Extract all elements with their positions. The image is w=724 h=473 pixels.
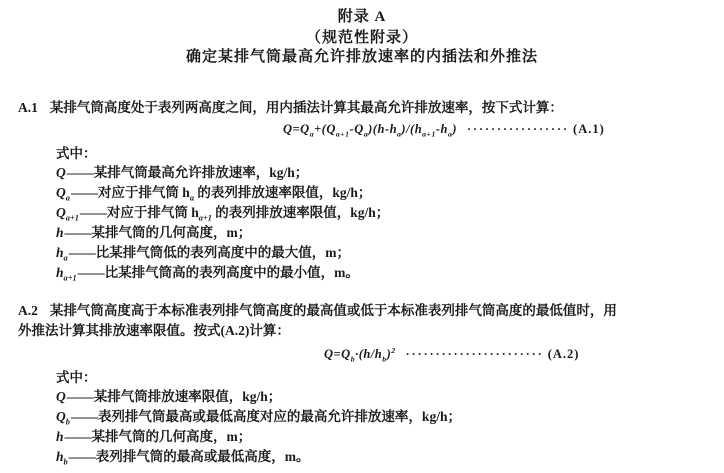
formula-a1-dot-leader: ················· (467, 122, 570, 136)
definition-row (56, 244, 350, 261)
definition-desc: ——比某排气筒高的表列高度中的最小值，m。 (77, 265, 359, 280)
section-a1-where-label: 式中： (56, 146, 97, 161)
section-a2-number: A.2 (18, 303, 38, 318)
section-a1-intro: 某排气筒高度处于表列两高度之间，用内插法计算其最高允许排放速率，按下式计算： (49, 100, 563, 115)
definition-row (56, 408, 461, 425)
definition-row (56, 184, 371, 201)
formula-a2-row (324, 346, 579, 363)
definition-term: Q (56, 165, 66, 180)
appendix-type-heading: （规范性附录） (305, 30, 418, 46)
definition-term: h (56, 225, 64, 240)
definition-row (56, 164, 308, 181)
section-a2-intro-line1: 某排气筒高度高于本标准表列排气筒高度的最高值或低于本标准表列排气筒高度的最低值时，用 (49, 303, 617, 318)
definition-term: $Q_b$ (56, 409, 70, 427)
section-a1-number: A.1 (18, 100, 38, 115)
definition-row (56, 388, 281, 405)
section-a2-where-label: 式中： (56, 370, 97, 385)
definition-desc: ——对应于排气筒 $h_{a+1}$ 的表列排放速率限值，kg/h； (79, 205, 390, 223)
definition-term: $Q_a$ (56, 185, 70, 203)
definition-term: Q (56, 389, 66, 404)
formula-a2: $Q=Q_b\cdot(h/h_b)^2$ (324, 345, 396, 364)
definition-desc: ——某排气筒的几何高度，m； (64, 225, 252, 240)
definition-desc: ——对应于排气筒 $h_a$ 的表列排放速率限值，kg/h； (70, 185, 372, 203)
formula-a1-label: (A.1) (573, 122, 605, 136)
formula-a2-label: (A.2) (547, 347, 580, 361)
section-a2-paragraph-line2: 外推法计算其排放速率限值。按式(A.2)计算： (18, 323, 290, 338)
definition-row (56, 264, 359, 281)
definition-desc: ——表列排气筒最高或最低高度对应的最高允许排放速率，kg/h； (70, 409, 461, 424)
definition-desc: ——某排气筒排放速率限值，kg/h； (66, 389, 282, 404)
appendix-title-heading: 确定某排气筒最高允许排放速率的内插法和外推法 (185, 49, 538, 65)
definition-desc: ——比某排气筒低的表列高度中的最大值，m； (68, 245, 350, 260)
definition-term: $h_b$ (56, 449, 68, 467)
definition-term: $Q_{a+1}$ (56, 205, 79, 223)
section-a2-paragraph-line1 (18, 302, 617, 319)
definition-term: $h_{a+1}$ (56, 265, 77, 283)
definition-desc: ——表列排气筒的最高或最低高度，m。 (68, 449, 310, 464)
definition-desc: ——某排气筒最高允许排放速率，kg/h； (66, 165, 309, 180)
formula-a1: $Q=Q_a+(Q_{a+1}-Q_a)(h-h_a)/(h_{a+1}-h_a)$ (283, 122, 457, 139)
formula-a2-dot-leader: ······················· (405, 347, 544, 361)
definition-term: h (56, 429, 64, 444)
definition-row (56, 204, 389, 221)
formula-a1-row (283, 121, 605, 138)
definition-row (56, 448, 309, 465)
definition-row (56, 428, 251, 445)
appendix-number-heading: 附录 A (337, 9, 387, 25)
section-a1-paragraph (18, 99, 563, 116)
definition-desc: ——某排气筒的几何高度，m； (64, 429, 252, 444)
definition-term: $h_a$ (56, 245, 68, 263)
definition-row (56, 224, 251, 241)
